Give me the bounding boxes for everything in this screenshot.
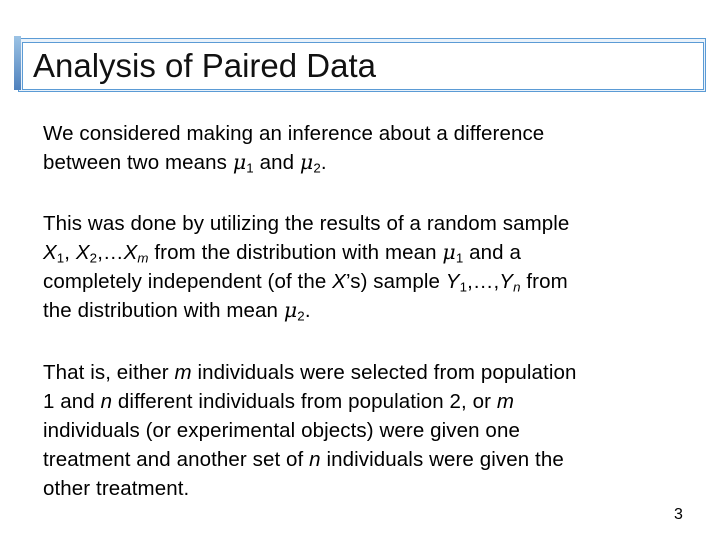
mu-symbol: μ [299,150,314,174]
title-accent-bar [14,36,21,90]
page-number: 3 [674,506,683,523]
paragraph-2: This was done by utilizing the results of a random sample $X_1$, $X_2,\dots X_m$ from the distribution with mean $\mu_1$ and a completely independent (of the X’s) sample $Y_1,\dots,Y_n$ from the distribution with mean $\mu_2$. [43,212,570,324]
paragraph-3: That is, either m individuals were selected from population 1 and n different individuals from population 2, or m individuals (or experimental objects) were given one treatment and another set of n individuals were given the other treatment. [43,361,577,500]
mu-symbol: μ [232,150,247,174]
mu-symbol: μ [283,298,298,322]
mu-symbol: μ [442,240,456,264]
slide-title: Analysis of Paired Data [33,47,377,84]
paragraph-1: We considered making an inference about a difference between two means $\mu_1$ and $\mu_2$. [43,122,545,176]
